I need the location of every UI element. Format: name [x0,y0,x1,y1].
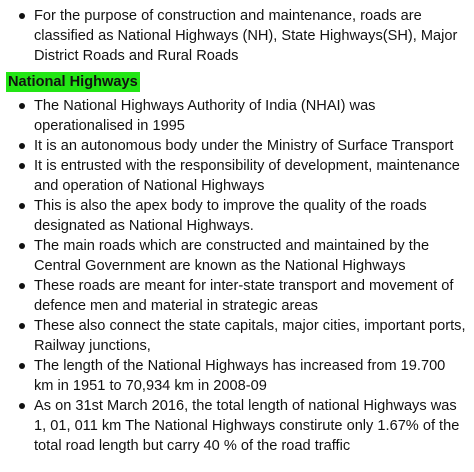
bullet-icon [19,13,25,19]
list-item-text: It is an autonomous body under the Ministry of Surface Transport [34,138,454,154]
list-item-text: This is also the apex body to improve the quality of the roads designated as National Highways. [34,198,427,234]
bullet-icon [19,363,25,369]
list-item-text: It is entrusted with the responsibility of development, maintenance and operation of National Highways [34,158,460,194]
list-item [6,356,468,396]
bullet-icon [19,243,25,249]
national-highways-bullet-list [6,96,468,456]
list-item-text: These also connect the state capitals, major cities, important ports, Railway junctions, [34,318,466,354]
list-item-text: These roads are meant for inter-state transport and movement of defence men and material in strategic areas [34,278,454,314]
bullet-icon [19,163,25,169]
bullet-icon [19,403,25,409]
list-item [6,236,468,276]
list-item [6,196,468,236]
intro-bullet-list [6,6,468,66]
section-heading-row [6,72,468,92]
list-item [6,156,468,196]
list-item [6,396,468,456]
list-item-text: The National Highways Authority of India (NHAI) was operationalised in 1995 [34,98,376,134]
bullet-icon [19,143,25,149]
bullet-icon [19,203,25,209]
list-item [6,96,468,136]
list-item [6,316,468,356]
list-item-text: For the purpose of construction and maintenance, roads are classified as National Highways (NH), State Highways(SH), Major District Roads and Rural Roads [34,8,458,64]
list-item-text: The length of the National Highways has increased from 19.700 km in 1951 to 70,934 km in 2008-09 [34,358,446,394]
section-heading: National Highways [8,74,138,90]
list-item-text: The main roads which are constructed and maintained by the Central Government are known as the National Highways [34,238,430,274]
list-item [6,136,468,156]
bullet-icon [19,103,25,109]
list-item-text: As on 31st March 2016, the total length of national Highways was 1, 01, 011 km The National Highways constirute only 1.67% of the total road length but carry 40 % of the road traffic [34,398,460,454]
list-item [6,276,468,316]
bullet-icon [19,283,25,289]
list-item [6,6,468,66]
bullet-icon [19,323,25,329]
